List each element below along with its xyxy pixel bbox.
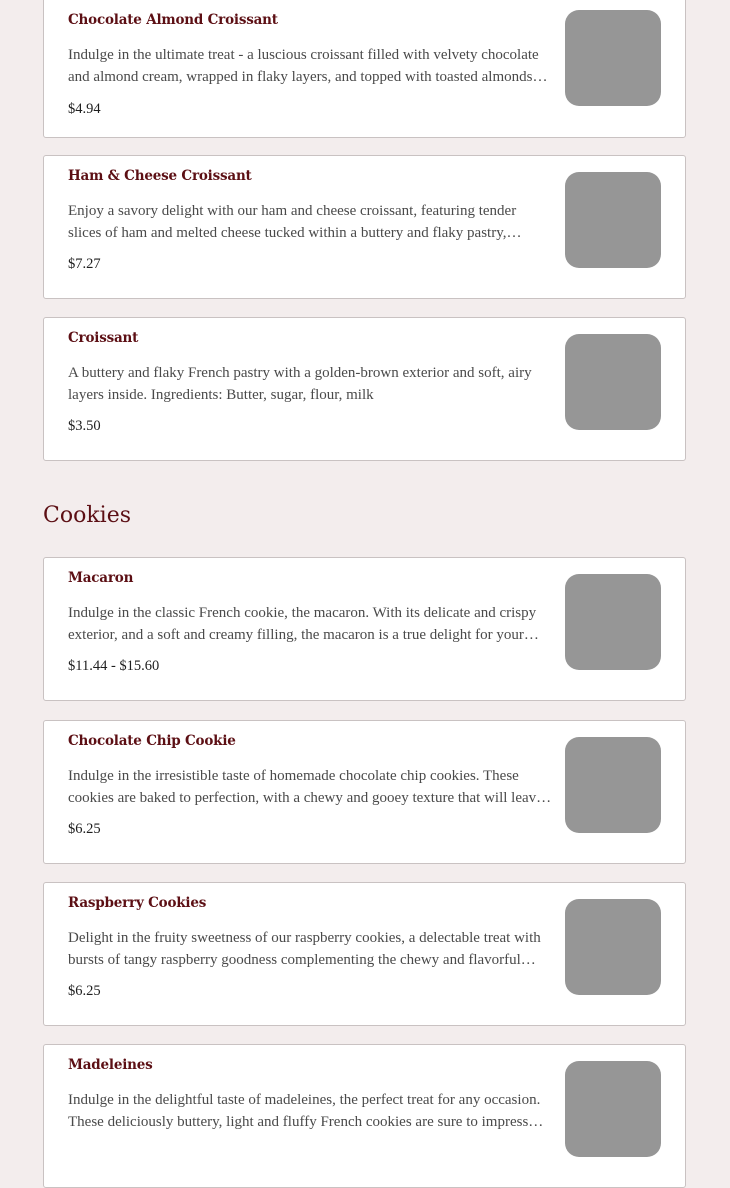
menu-item-price: $11.44 - $15.60 bbox=[68, 658, 160, 674]
menu-item-price: $3.50 bbox=[68, 418, 101, 434]
menu-item-description: Indulge in the irresistible taste of homemade chocolate chip cookies. These cookies are baked to perfection, with a chewy and gooey texture that will leav… bbox=[68, 768, 552, 806]
menu-item-price: $6.25 bbox=[68, 983, 101, 999]
menu-item-image bbox=[565, 1061, 661, 1157]
menu-item-description: Delight in the fruity sweetness of our raspberry cookies, a delectable treat with bursts of tangy raspberry goodness complementing the chewy and flavorful… bbox=[68, 930, 541, 968]
menu-item-name: Chocolate Almond Croissant bbox=[68, 12, 278, 28]
menu-item-description: A buttery and flaky French pastry with a golden-brown exterior and soft, airy layers inside. Ingredients: Butter, sugar, flour, milk bbox=[68, 365, 532, 403]
menu-item-description: Indulge in the classic French cookie, the macaron. With its delicate and crispy exterior, and a soft and creamy filling, the macaron is a true delight for your… bbox=[68, 605, 539, 643]
menu-item-image bbox=[565, 334, 661, 430]
menu-item-card[interactable] bbox=[43, 557, 686, 701]
menu-item-price: $6.25 bbox=[68, 821, 101, 837]
menu-item-description: Enjoy a savory delight with our ham and cheese croissant, featuring tender slices of ham and melted cheese tucked within a buttery and flaky pastry,… bbox=[68, 203, 522, 241]
menu-item-name: Croissant bbox=[68, 330, 139, 346]
menu-item-name: Madeleines bbox=[68, 1057, 153, 1073]
menu-item-name: Raspberry Cookies bbox=[68, 895, 207, 911]
menu-item-card[interactable] bbox=[43, 0, 686, 138]
section-heading: Cookies bbox=[43, 503, 131, 528]
menu-item-card[interactable] bbox=[43, 155, 686, 299]
menu-item-description: Indulge in the delightful taste of madeleines, the perfect treat for any occasion. These deliciously buttery, light and fluffy French cookies are sure to impress… bbox=[68, 1092, 544, 1130]
menu-item-card[interactable] bbox=[43, 882, 686, 1026]
menu-item-image bbox=[565, 10, 661, 106]
menu-item-description: Indulge in the ultimate treat - a luscious croissant filled with velvety chocolate and almond cream, wrapped in flaky layers, and topped with toasted almonds… bbox=[68, 47, 548, 85]
menu-item-image bbox=[565, 899, 661, 995]
menu-item-card[interactable] bbox=[43, 317, 686, 461]
menu-item-price: $4.94 bbox=[68, 101, 101, 117]
menu-item-image bbox=[565, 737, 661, 833]
menu-item-image bbox=[565, 172, 661, 268]
menu-item-price: $7.27 bbox=[68, 256, 101, 272]
menu-item-name: Chocolate Chip Cookie bbox=[68, 733, 236, 749]
menu-item-card[interactable] bbox=[43, 1044, 686, 1188]
menu-item-card[interactable] bbox=[43, 720, 686, 864]
menu-item-image bbox=[565, 574, 661, 670]
menu-item-name: Ham & Cheese Croissant bbox=[68, 168, 252, 184]
menu-item-name: Macaron bbox=[68, 570, 134, 586]
